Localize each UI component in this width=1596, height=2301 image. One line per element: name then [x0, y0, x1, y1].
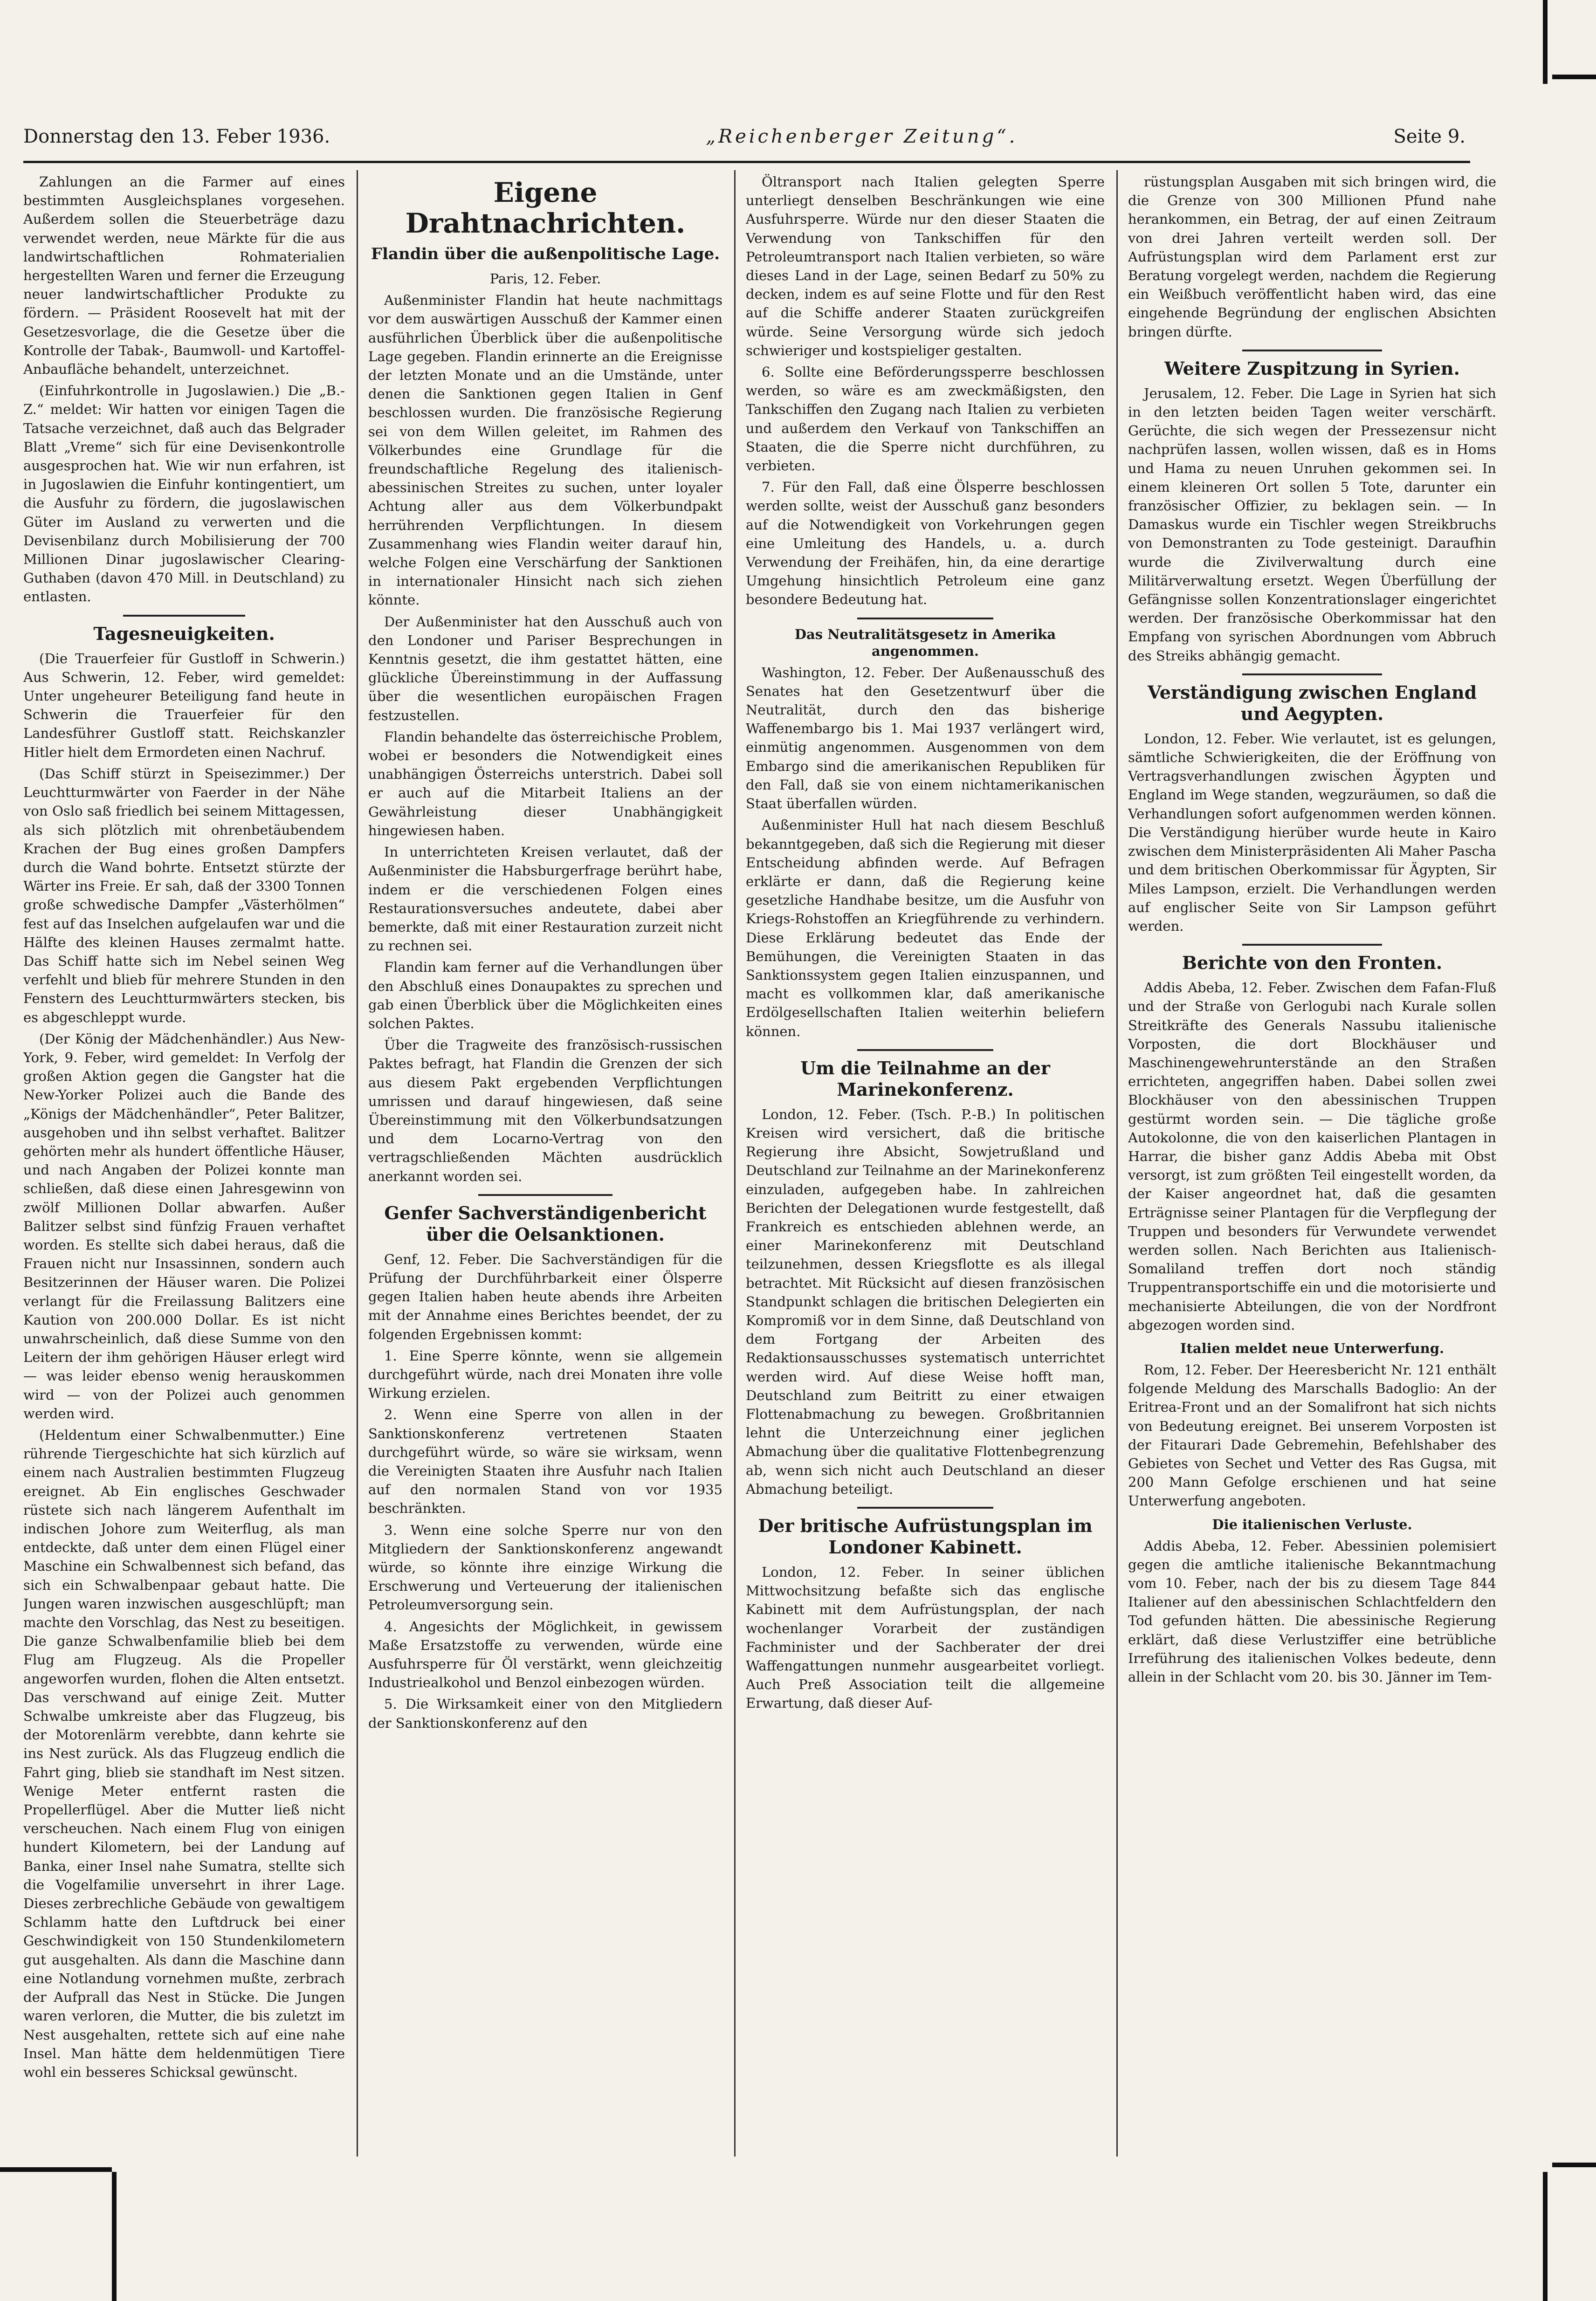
article-heading: Um die Teilnahme an der Marinekonferenz.	[800, 1057, 1050, 1100]
article-paragraph: 3. Wenn eine solche Sperre nur von den Mitgliedern der Sanktionskonferenz angewandt würde, so könnte ihre einzige Wirkung die Erschwerung und Verteuerung der italienischen Petroleumversorgung sein.	[368, 1522, 722, 1613]
article-paragraph: Addis Abeba, 12. Feber. Abessinien polemisiert gegen die amtliche italienische Bekanntmachung vom 10. Feber, nach der bis zu diesem Tage 844 Italiener auf den abessinischen Schlachtfeldern den Tod gefunden hätten. Die abessinische Regierung erklärt, daß diese Verlustziffer eine betrübliche Irreführung des italienischen Volkes bedeute, denn allein in der Schlacht vom 20. bis 30. Jänner im Tem-	[1128, 1538, 1496, 1685]
article-heading: Das Neutralitätsgesetz in Amerika angenommen.	[794, 626, 1056, 659]
section-separator	[478, 1194, 613, 1196]
article-paragraph: In unterrichteten Kreisen verlautet, daß der Außenminister die Habsburgerfrage berührt habe, indem er die verschiedenen Folgen eines Restaurationsversuches andeutete, dabei aber bemerkte, daß mit einer Restauration zurzeit nicht zu rechnen sei.	[368, 844, 722, 954]
article-paragraph: 4. Angesichts der Möglichkeit, in gewissem Maße Ersatzstoffe zu verwenden, würde eine Ausfuhrsperre für Öl verstärkt, wenn gleichzeitig Industriealkohol und Benzol einbezogen würden.	[368, 1618, 722, 1691]
section-separator	[123, 615, 245, 617]
article-heading: Der britische Aufrüstungsplan im Londoner Kabinett.	[758, 1515, 1093, 1558]
article-paragraph: Der Außenminister hat den Ausschuß auch von den Londoner und Pariser Besprechungen in Kenntnis gesetzt, die ihm gestattet hätten, eine glückliche Übereinstimmung in der Auffassung über die wesentlichen europäischen Fragen festzustellen.	[368, 613, 722, 723]
section-separator	[857, 1507, 994, 1509]
crop-mark-top-right	[1543, 0, 1548, 84]
crop-mark-right-top	[1552, 75, 1596, 79]
article-paragraph: Washington, 12. Feber. Der Außenausschuß des Senates hat den Gesetzentwurf über die Neutralität, durch den das bisherige Waffenembargo bis 1. Mai 1937 verlängert wird, einmütig angenommen. Ausgenommen von dem Embargo sind die amerikanischen Republiken für den Fall, daß sie von einem nichtamerikanischen Staat überfallen würden.	[746, 664, 1105, 812]
column-rule	[734, 170, 736, 2157]
article-heading: Flandin über die außenpolitische Lage.	[371, 245, 720, 263]
article-paragraph: Flandin kam ferner auf die Verhandlungen über den Abschluß eines Donaupaktes zu sprechen und gab einen Überblick über die Möglichkeiten eines solchen Paktes.	[368, 959, 722, 1031]
masthead	[23, 126, 1465, 154]
column-2	[368, 172, 722, 2161]
masthead-date: Donnerstag den 13. Feber 1936.	[23, 126, 330, 147]
article-paragraph: 5. Die Wirksamkeit einer von den Mitgliedern der Sanktionskonferenz auf den	[368, 1696, 722, 1731]
article-paragraph: Öltransport nach Italien gelegten Sperre unterliegt denselben Beschränkungen wie eine Ausfuhrsperre. Würde nur den dieser Staaten die Verwendung von Tankschiffen für den Petroleumtransport nach Italien verbieten, so wäre dieses Land in der Lage, seinen Bedarf zu 50% zu decken, indem es auf seine Flotte und für den Rest auf die Schiffe anderer Staaten zurückgreifen würde. Seine Versorgung würde sich jedoch schwieriger und kostspieliger gestalten.	[746, 174, 1105, 358]
article-paragraph: 6. Sollte eine Beförderungssperre beschlossen werden, so wäre es am zweckmäßigsten, den Tankschiffen den Zugang nach Italien zu verbieten und außerdem den Verkauf von Tankschiffen an Staaten, die die Sperre nicht durchführen, zu verbieten.	[746, 364, 1105, 474]
article-paragraph: 7. Für den Fall, daß eine Ölsperre beschlossen werden sollte, weist der Ausschuß ganz besonders auf die Notwendigkeit von Vorkehrungen gegen eine Umleitung des Handels, u. a. durch Verwendung der Freihäfen, hin, da eine derartige Umgehung hinsichtlich Petroleum eine ganz besondere Bedeutung hat.	[746, 479, 1105, 608]
column-4	[1128, 172, 1496, 2161]
crop-mark-bottom-left	[0, 2167, 112, 2172]
section-separator	[1242, 350, 1382, 351]
article-paragraph: Zahlungen an die Farmer auf eines bestimmten Ausgleichsplanes vorgesehen. Außerdem sollen die Steuerbeträge dazu verwendet werden, neue Märkte für die aus landwirtschaftlichen Rohmaterialien hergestellten Waren und ferner die Erzeugung neuer landwirtschaftlicher Produkte zu fördern. — Präsident Roosevelt hat mit der Gesetzesvorlage, die die Gesetze über die Kontrolle der Tabak-, Baumwoll- und Kartoffel-Anbaufläche behandelt, unterzeichnet.	[23, 174, 345, 378]
article-paragraph: Außenminister Flandin hat heute nachmittags vor dem auswärtigen Ausschuß der Kammer einen ausführlichen Überblick über die außenpolitische Lage gegeben. Flandin erinnerte an die Ereignisse der letzten Monate und an die Umstände, unter denen die Sanktionen gegen Italien in Genf beschlossen wurden. Die französische Regierung sei von dem Willen geleitet, im Rahmen des Völkerbundes eine Grundlage für die freundschaftliche Regelung des italienisch-abessinischen Streites zu suchen, unter loyaler Achtung aller aus dem Völkerbundpakt herrührenden Verpflichtungen. In diesem Zusammenhang wies Flandin weiter darauf hin, welche Folgen eine Verschärfung der Sanktionen in internationaler Hinsicht nach sich ziehen könnte.	[368, 292, 722, 608]
article-paragraph: Flandin behandelte das österreichische Problem, wobei er besonders die Notwendigkeit eines unabhängigen Österreichs unterstrich. Dabei soll er auch auf die Mitarbeit Italiens an der Gewährleistung dieser Unabhängigkeit hingewiesen haben.	[368, 728, 722, 838]
section-heading: Tagesneuigkeiten.	[93, 623, 275, 644]
article-heading: Verständigung zwischen England und Aegypten.	[1147, 681, 1477, 724]
crop-mark-bottom-left-vertical	[112, 2172, 117, 2301]
news-item: (Das Schiff stürzt in Speisezimmer.) Der Leuchtturmwärter von Faerder in der Nähe von Oslo saß friedlich bei seinem Mittagessen, als sich plötzlich mit ohrenbetäubendem Krachen der Bug eines großen Dampfers durch die Wand bohrte. Entsetzt stürzte der Wärter ins Freie. Er sah, daß der 3300 Tonnen große schwedische Dampfer „Västerhölmen“ fest auf das Inselchen aufgelaufen war und die Hälfte des kleinen Hauses zermalmt hatte. Das Schiff hatte sich im Nebel seinen Weg verfehlt und blieb für mehrere Stunden in den Fenstern des Leuchtturmwärters stecken, bis es abgeschleppt wurde.	[23, 765, 345, 1025]
masthead-title: „Reichenberger Zeitung“.	[706, 126, 1018, 147]
article-paragraph: (Einfuhrkontrolle in Jugoslawien.) Die „B.-Z.“ meldet: Wir hatten vor einigen Tagen die Tatsache verzeichnet, daß auch das Belgrader Blatt „Vreme“ sich für eine Devisenkontrolle ausgesprochen hat. Wie wir nun erfahren, ist in Jugoslawien die Einfuhr kontingentiert, um die Ausfuhr zu fördern, die jugoslawischen Güter im Ausland zu verwerten und die Devisenbilanz durch Mobilisierung der 700 Millionen Dinar jugoslawischer Clearing-Guthaben (davon 470 Mill. in Deutschland) zu entlasten.	[23, 383, 345, 605]
article-paragraph: Genf, 12. Feber. Die Sachverständigen für die Prüfung der Durchführbarkeit einer Ölsperre gegen Italien haben heute abends ihre Arbeiten mit der Annahme eines Berichtes beendet, der zu folgenden Ergebnissen kommt:	[368, 1251, 722, 1342]
article-heading: Die italienischen Verluste.	[1212, 1516, 1412, 1532]
article-paragraph: rüstungsplan Ausgaben mit sich bringen wird, die die Grenze von 300 Millionen Pfund nahe herankommen, ein Betrag, der auf einen Zeitraum von drei Jahren verteilt werden soll. Der Aufrüstungsplan wird dem Parlament erst zur Beratung vorgelegt werden, nachdem die Regierung ein Weißbuch veröffentlicht haben wird, das eine eingehende Begründung der englischen Absichten bringen dürfte.	[1128, 174, 1496, 340]
article-paragraph: Außenminister Hull hat nach diesem Beschluß bekanntgegeben, daß sich die Regierung mit dieser Entscheidung abfinden werde. Auf Befragen erklärte er dann, daß die Regierung keine gesetzliche Handhabe besitze, um die Ausfuhr von Kriegs-Rohstoffen an Kriegführende zu verhindern. Diese Erklärung bedeutet das Ende der Bemühungen, die Vereinigten Staaten in das Sanktionssystem gegen Italien einzuspannen, und macht es vollkommen klar, daß amerikanische Erdölgesellschaften Italien weiterhin beliefern können.	[746, 817, 1105, 1039]
section-separator	[1242, 673, 1382, 675]
masthead-rule	[23, 161, 1470, 163]
section-separator	[1242, 944, 1382, 946]
article-heading: Berichte von den Fronten.	[1182, 952, 1443, 974]
article-paragraph: 1. Eine Sperre könnte, wenn sie allgemein durchgeführt würde, nach drei Monaten ihre volle Wirkung erzielen.	[368, 1347, 722, 1401]
crop-mark-bottom-right	[1543, 2172, 1548, 2301]
news-item: (Heldentum einer Schwalbenmutter.) Eine rührende Tiergeschichte hat sich kürzlich auf einem nach Australien bestimmten Flugzeug ereignet. Ab Ein englisches Geschwader rüstete sich nach längerem Aufenthalt im indischen Johore zum Weiterflug, als man entdeckte, daß unter dem einen Flügel einer Maschine ein Schwalbennest sich befand, das sich ein Schwalbenpaar gebaut hatte. Die Jungen waren inzwischen ausgeschlüpft; man machte den Vorschlag, das Nest zu beseitigen. Die ganze Schwalbenfamilie blieb bei dem Flug am Flugzeug. Als die Propeller angeworfen wurden, flohen die Alten entsetzt. Das verschwand auf einige Zeit. Mutter Schwalbe umkreiste aber das Flugzeug, bis der Motorenlärm verebbte, dann kehrte sie ins Nest zurück. Als das Flugzeug endlich die Fahrt ging, blieb sie standhaft im Nest sitzen. Wenige Meter entfernt rasten die Propellerflügel. Aber die Mutter ließ nicht verscheuchen. Nach einem Flug von einigen hundert Kilometern, bei der Landung auf Banka, einer Insel nahe Sumatra, stellte sich die Vogelfamilie unversehrt in ihrer Lage. Dieses zerbrechliche Gebäude von gewaltigem Schlamm hatte den Luftdruck bei einer Geschwindigkeit von 150 Stundenkilometern gut ausgehalten. Als dann die Maschine dann eine Notlandung vornehmen mußte, zerbrach der Aufprall das Nest in Stücke. Die Jungen waren verloren, die Mutter, die bis zuletzt im Nest ausgehalten, rettete sich auf eine nahe Insel. Man hätte dem heldenmütigen Tiere wohl ein besseres Schicksal gewünscht.	[23, 1427, 345, 2080]
article-paragraph: London, 12. Feber. Wie verlautet, ist es gelungen, sämtliche Schwierigkeiten, die der Eröffnung von Vertragsverhandlungen zwischen Ägypten und England im Wege standen, wegzuräumen, so daß die Verhandlungen sofort aufgenommen werden können. Die Verständigung hierüber wurde heute in Kairo zwischen dem Ministerpräsidenten Ali Maher Pascha und dem britischen Oberkommissar für Ägypten, Sir Miles Lampson, erzielt. Die Verhandlungen werden auf englischer Seite von Sir Lampson geführt werden.	[1128, 730, 1496, 934]
masthead-page-number: Seite 9.	[1393, 126, 1465, 147]
article-paragraph: Rom, 12. Feber. Der Heeresbericht Nr. 121 enthält folgende Meldung des Marschalls Badoglio: An der Eritrea-Front und an der Somalifront hat sich nichts von Bedeutung ereignet. Bei unserem Vorposten ist der Fitaurari Dade Gebremehin, Befehlshaber des Gebietes von Sechet und Vetter des Ras Gugsa, mit 200 Mann Gefolge erschienen und hat seine Unterwerfung angeboten.	[1128, 1361, 1496, 1509]
news-item: (Die Trauerfeier für Gustloff in Schwerin.) Aus Schwerin, 12. Feber, wird gemeldet: Unter ungeheurer Beteiligung fand heute in Schwerin die Trauerfeier für den Landesführer Gustloff statt. Reichskanzler Hitler hielt dem Ermordeten einen Nachruf.	[23, 650, 345, 760]
article-paragraph: London, 12. Feber. (Tsch. P.-B.) In politischen Kreisen wird versichert, daß die britische Regierung ihre Absicht, Sowjetrußland und Deutschland zur Teilnahme an der Marinekonferenz einzuladen, aufgegeben habe. In zahlreichen Berichten der Delegationen wurde festgestellt, daß Frankreich es entschieden ablehnen werde, an einer Marinekonferenz mit Deutschland teilzunehmen, dessen Kriegsflotte es als illegal betrachtet. Mit Rücksicht auf diesen französischen Standpunkt schlagen die britischen Delegierten ein Kompromiß vor in dem Sinne, daß Deutschland von dem Fortgang der Arbeiten des Redaktionsausschusses systematisch unterrichtet werden wird. Auf diese Weise hofft man, Deutschland zum Beitritt zu einer etwaigen Flottenabmachung zu bewegen. Großbritannien lehnt die Unterzeichnung einer jeglichen Abmachung über die qualitative Flottenbegrenzung ab, wenn sich nicht auch Deutschland an dieser Abmachung beteiligt.	[746, 1106, 1105, 1497]
article-paragraph: Addis Abeba, 12. Feber. Zwischen dem Fafan-Fluß und der Straße von Gerlogubi nach Kurale sollen Streitkräfte des Generals Nassubu italienische Vorposten, die dort Blockhäuser und Maschinengewehrunterstände an den Straßen errichteten, angegriffen haben. Dabei sollen zwei Blockhäuser von den abessinischen Truppen gestürmt worden sein. — Die tägliche große Autokolonne, die von den kaiserlichen Plantagen in Harrar, die bisher ganz Addis Abeba mit Obst versorgt, ist zum größten Teil eingestellt worden, da der Kaiser angeordnet hat, daß die gesamten Erträgnisse seiner Plantagen für die Verpflegung der Truppen und besonders für Verwundete verwendet werden sollen. Nach Berichten aus Italienisch-Somaliland treffen dort noch ständig Truppentransportschiffe ein und die motorisierte und mechanisierte Abteilungen, die von der Nordfront abgezogen worden sind.	[1128, 980, 1496, 1333]
article-paragraph: Über die Tragweite des französisch-russischen Paktes befragt, hat Flandin die Grenzen der sich aus diesem Pakt ergebenden Verpflichtungen umrissen und darauf hingewiesen, daß seine Übereinstimmung mit den Völkerbundsatzungen und dem Locarno-Vertrag von den vertragschließenden Mächten ausdrücklich anerkannt worden sei.	[368, 1037, 722, 1184]
column-rule	[357, 170, 358, 2157]
article-paragraph: Jerusalem, 12. Feber. Die Lage in Syrien hat sich in den letzten beiden Tagen weiter verschärft. Gerüchte, die sich wegen der Pressezensur nicht nachprüfen lassen, wollen wissen, daß es in Homs und Hama zu neuen Unruhen gekommen sei. In einem kleineren Ort sollen 5 Tote, darunter ein französischer Offizier, zu beklagen sein. — In Damaskus wurde ein Tischler wegen Streikbruchs von Demonstranten zu Tode gesteinigt. Daraufhin wurde die Zivilverwaltung durch eine Militärverwaltung ersetzt. Wegen Überfüllung der Gefängnisse sollen Konzentrationslager eingerichtet werden. Der französische Oberkommissar hat den Empfang von syrischen Abordnungen vom Abbruch des Streiks abhängig gemacht.	[1128, 385, 1496, 664]
article-paragraph: London, 12. Feber. In seiner üblichen Mittwochsitzung befaßte sich das englische Kabinett mit dem Aufrüstungsplan, der nach wochenlanger Vorarbeit der zuständigen Fachminister und der Sachberater der drei Waffengattungen nunmehr ausgearbeitet vorliegt. Auch Preß Association teilt die allgemeine Erwartung, daß dieser Auf-	[746, 1564, 1105, 1711]
article-heading: Genfer Sachverständigenbericht über die Oelsanktionen.	[384, 1202, 707, 1245]
section-separator	[857, 1049, 994, 1051]
article-paragraph: 2. Wenn eine Sperre von allen in der Sanktionskonferenz vertretenen Staaten durchgeführt würde, so wäre sie wirksam, wenn die Vereinigten Staaten ihre Ausfuhr nach Italien auf den normalen Stand von vor 1935 beschränkten.	[368, 1407, 722, 1517]
article-heading: Italien meldet neue Unterwerfung.	[1180, 1340, 1445, 1356]
article-heading: Weitere Zuspitzung in Syrien.	[1164, 357, 1460, 379]
column-3	[746, 172, 1105, 2161]
dateline: Paris, 12. Feber.	[489, 271, 601, 287]
column-1	[23, 172, 345, 2161]
column-rule	[1116, 170, 1118, 2157]
crop-mark-right-bottom	[1552, 2163, 1596, 2167]
section-heading-main: Eigene Drahtnachrichten.	[405, 177, 686, 239]
section-separator	[857, 618, 994, 619]
news-item: (Der König der Mädchenhändler.) Aus New-York, 9. Feber, wird gemeldet: In Verfolg der großen Aktion gegen die Gangster hat die New-Yorker Polizei auch die Bande des „Königs der Mädchenhändler“, Peter Balitzer, ausgehoben und ihn selbst verhaftet. Balitzer gehörten mehr als hundert öffentliche Häuser, und nach Angaben der Polizei konnte man schließen, daß diese einen Jahresgewinn von zwölf Millionen Dollar abwarfen. Außer Balitzer selbst sind fünfzig Frauen verhaftet worden. Es stellte sich dabei heraus, daß die Frauen nicht nur Insassinnen, sondern auch Besitzerinnen der Häuser waren. Die Polizei verlangt für die Freilassung Balitzers eine Kaution von 200.000 Dollar. Es ist nicht unwahrscheinlich, daß diese Summe von den Leitern der ihm gehörigen Häuser erlegt wird — was leider ebenso wenig herauskommen wird — von der Polizei auch genommen werden wird.	[23, 1030, 345, 1422]
